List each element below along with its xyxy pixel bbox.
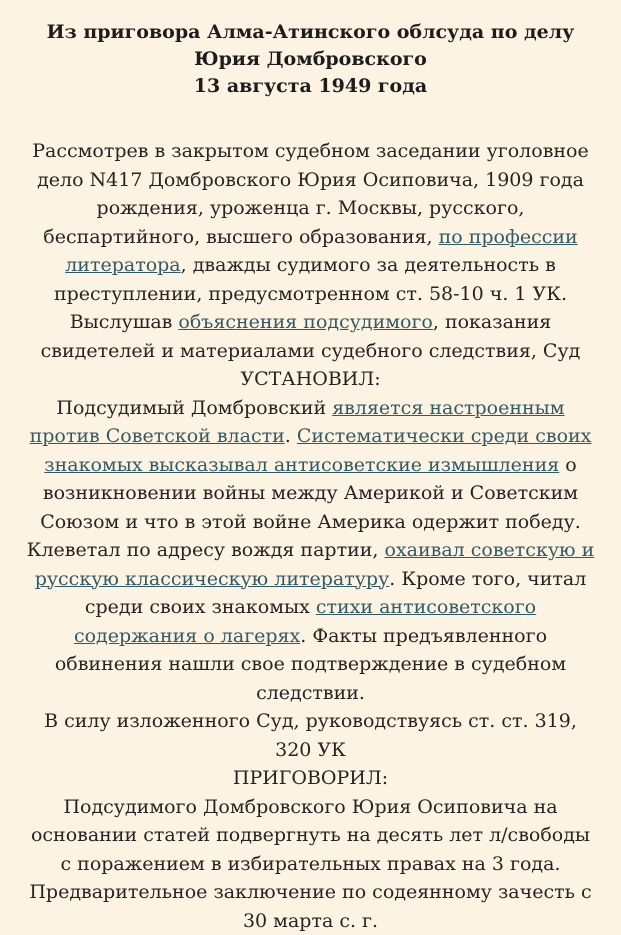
paragraph-findings (26, 394, 595, 708)
link-antisoviet-camp-poems[interactable]: стихи антисоветского содержания о лагерях (74, 596, 536, 647)
paragraph-sentence (26, 793, 595, 935)
link-profession-writer[interactable]: по профессии литератора (65, 226, 577, 277)
paragraph-sentenced-heading (26, 764, 595, 793)
text-segment: Рассмотрев в закрытом судебном заседании уголовное дело N417 Домбровского Юрия Осиповича, 1909 года рождения, уроженца г. Москвы, русского, беспартийного, высшего образования, (32, 140, 589, 248)
document-title (26, 19, 595, 100)
title-text: Из приговора Алма-Атинского облсуда по делу Юрия Домбровского (47, 21, 575, 70)
link-defendant-explanations[interactable]: объяснения подсудимого (178, 311, 432, 333)
text-segment: . Кроме того, читал среди своих знакомых (85, 568, 586, 619)
text-segment: о возникновении войны между Америкой и Советским Союзом и что в этой войне Америка одержит победу. Клеветал по адресу вождя партии, (27, 454, 581, 562)
text-segment: В силу изложенного Суд, руководствуясь ст. ст. 319, 320 УК (44, 710, 577, 761)
link-against-soviet-power[interactable]: является настроенным против Советской власти (30, 397, 565, 448)
text-segment: Подсудимого Домбровского Юрия Осиповича на основании статей подвергнуть на десять лет л/свободы с поражением в избирательных правах на 3 года. Предварительное заключение по содеянному зачесть с 30 марта с. г. (29, 796, 591, 932)
paragraph-case-review (26, 137, 595, 308)
text-segment: Выслушав (70, 311, 179, 333)
paragraph-legal-basis (26, 707, 595, 764)
text-segment: ПРИГОВОРИЛ: (233, 767, 388, 789)
text-segment: . (285, 425, 297, 447)
link-slandered-literature[interactable]: охаивал советскую и русскую классическую литературу (35, 539, 595, 590)
paragraph-court-heard (26, 308, 595, 394)
text-segment: , дважды судимого за деятельность в преступлении, предусмотренном ст. 58-10 ч. 1 УК. (54, 254, 567, 305)
title-date: 13 августа 1949 года (194, 75, 427, 97)
text-segment: , показания свидетелей и материалами судебного следствия, Суд УСТАНОВИЛ: (41, 311, 581, 390)
text-segment: . Факты предъявленного обвинения нашли свое подтверждение в судебном следствии. (55, 625, 566, 704)
text-segment: Подсудимый Домбровский (56, 397, 332, 419)
link-antisoviet-fabrications[interactable]: Систематически среди своих знакомых высказывал антисоветские измышления (44, 425, 591, 476)
